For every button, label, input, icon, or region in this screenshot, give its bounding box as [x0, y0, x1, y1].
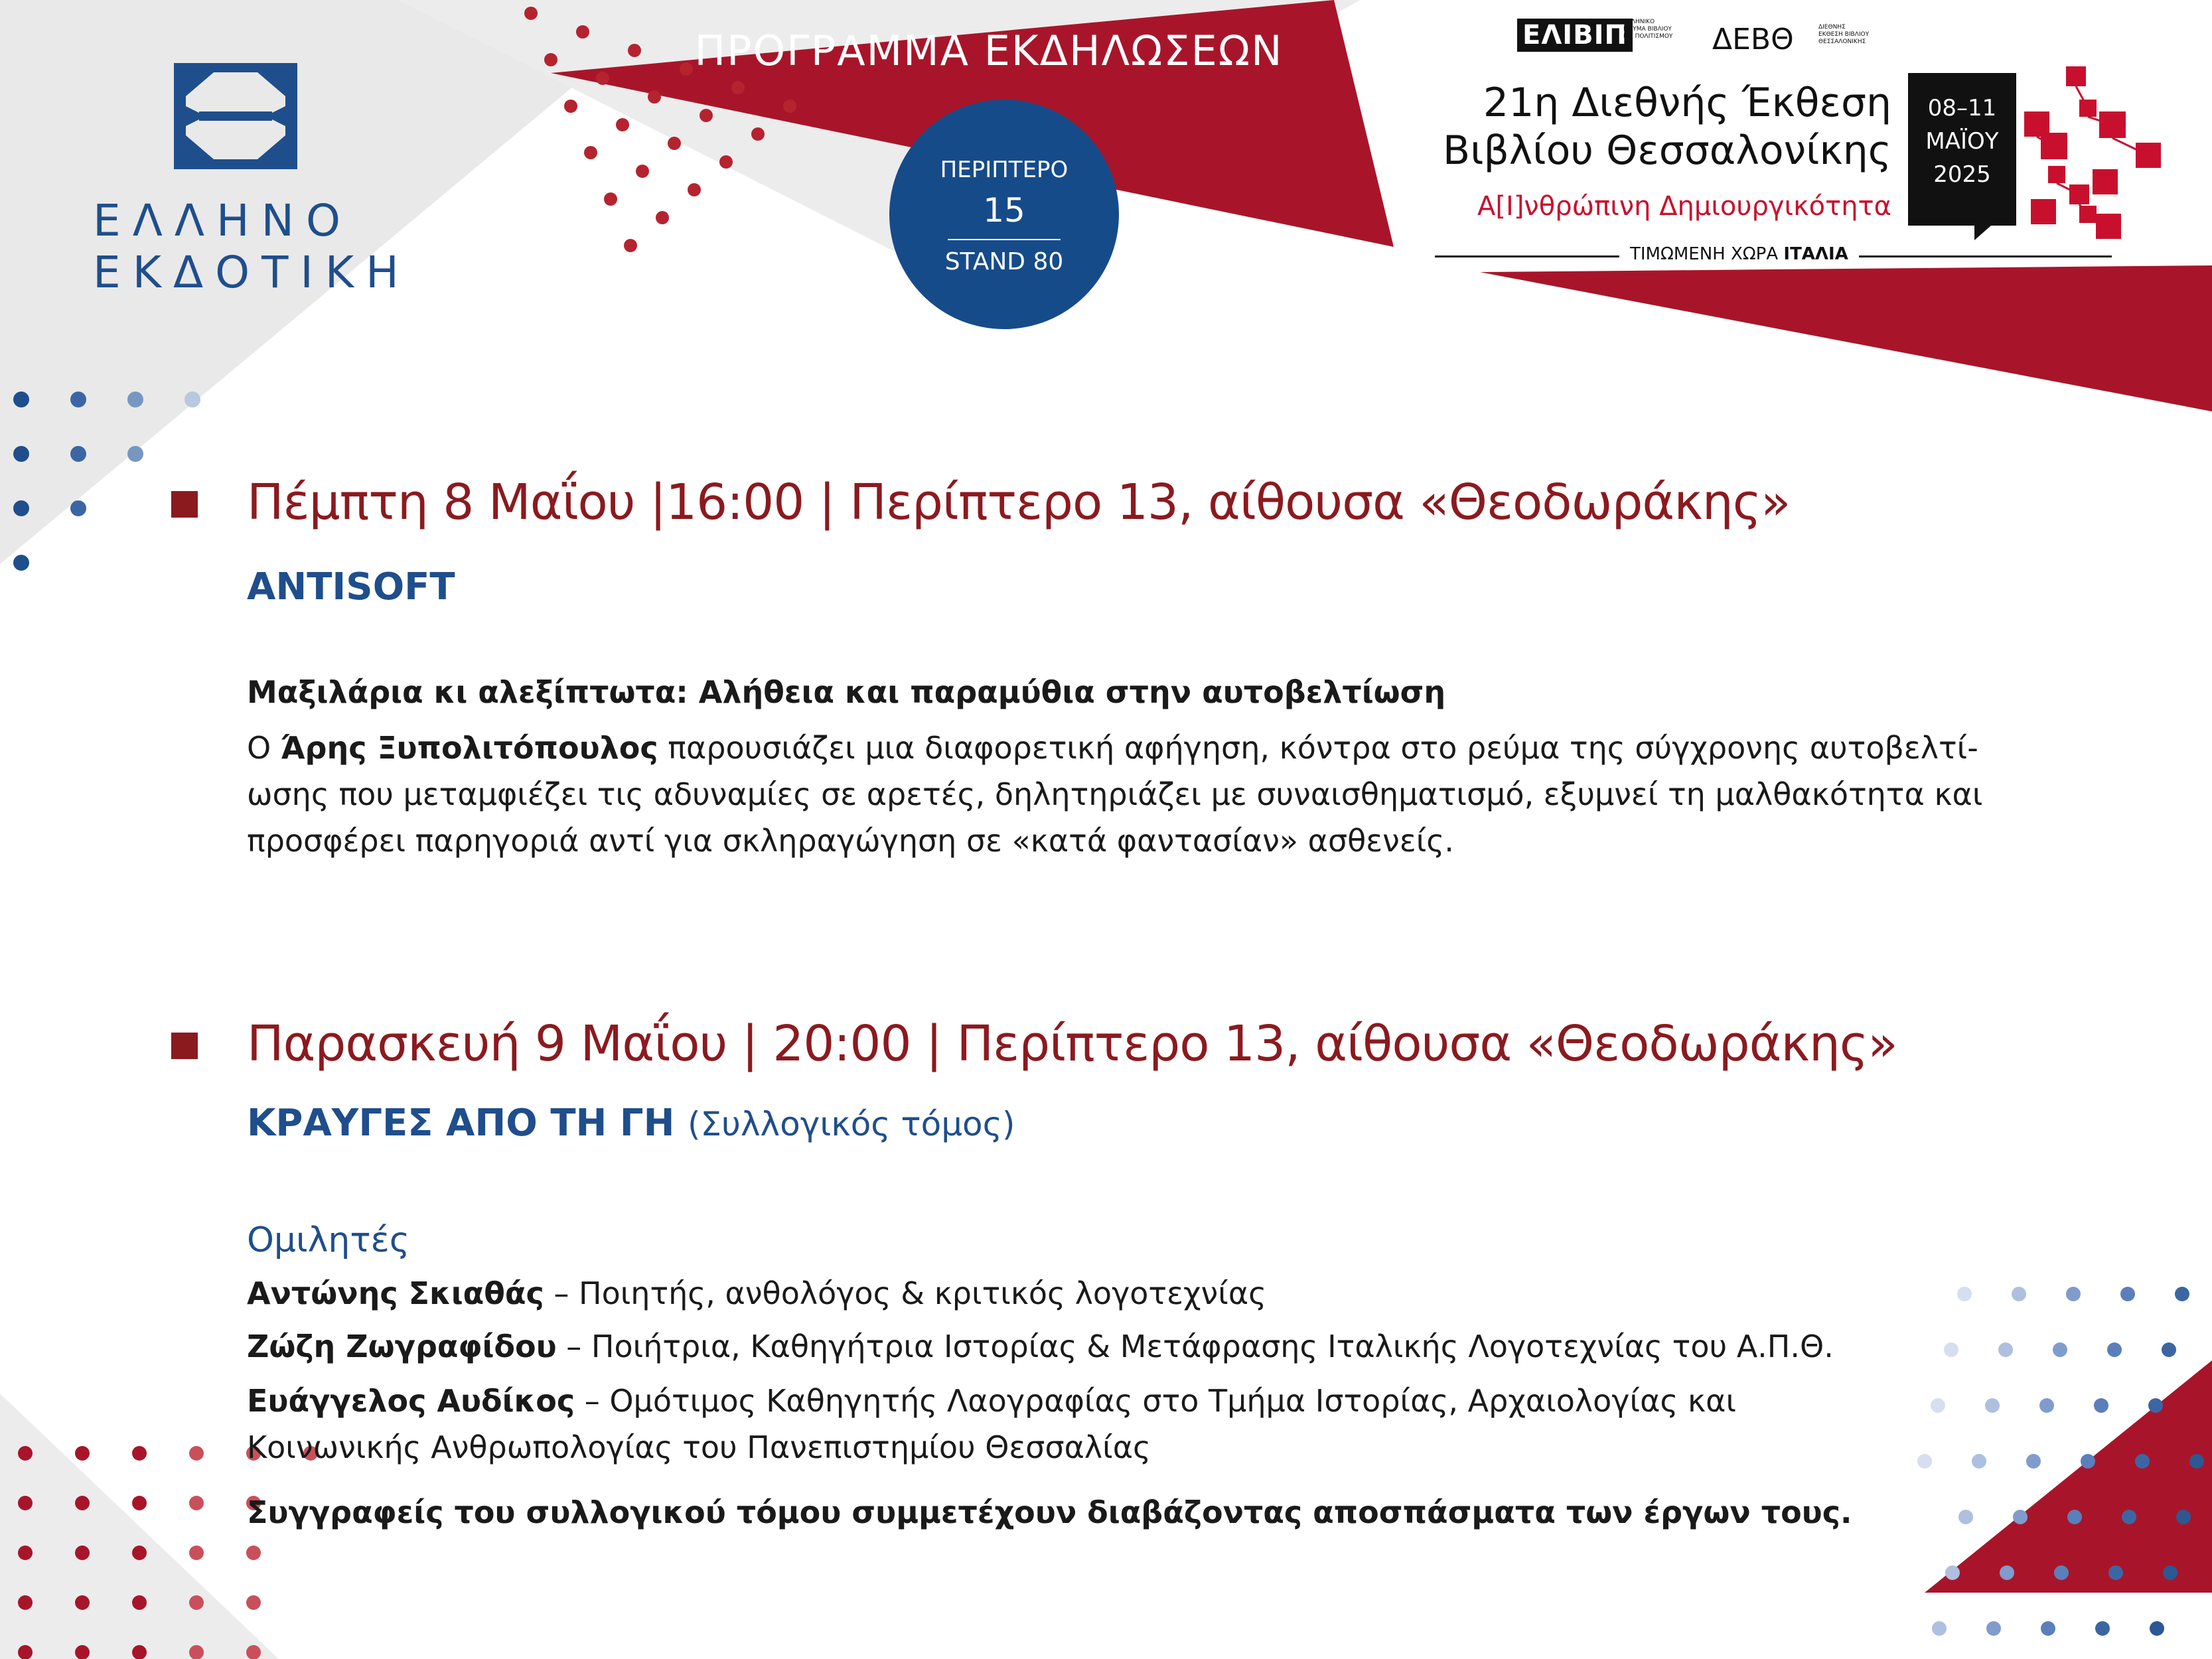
event1-desc-line1: Ο Άρης Ξυπολιτόπουλος παρουσιάζει μια διαφορετική αφήγηση, κόντρα στο ρεύμα της σύγχρονης αυτοβελτί-	[247, 730, 1978, 766]
decor-dot	[132, 1645, 147, 1659]
decor-dot	[132, 1595, 147, 1610]
decor-dot	[1985, 1398, 2000, 1413]
decor-dot	[624, 239, 637, 252]
decor-dot	[189, 1546, 204, 1560]
decor-dot	[719, 155, 733, 169]
decor-dot	[2054, 1565, 2069, 1580]
event2-speakers-label: Ομιλητές	[247, 1220, 410, 1260]
red-triangle-right	[1480, 265, 2212, 411]
decor-dot	[576, 25, 589, 38]
decor-dot	[2094, 1398, 2108, 1413]
decor-dot	[2026, 1454, 2041, 1469]
pavilion-badge	[889, 100, 1119, 329]
decor-dot	[700, 109, 713, 122]
speaker-2: Ζώζη Ζωγραφίδου – Ποιήτρια, Καθηγήτρια Ιστορίας & Μετάφρασης Ιταλικής Λογοτεχνίας του Α.Π.Θ.	[247, 1329, 1834, 1364]
decor-dot	[2148, 1398, 2163, 1413]
speaker-3: Ευάγγελος Αυδίκος – Ομότιμος Καθηγητής Λαογραφίας στο Τμήμα Ιστορίας, Αρχαιολογίας και	[247, 1383, 1737, 1419]
org2-subtitle: ΔΙΕΘΝΗΣ ΕΚΘΕΣΗ ΒΙΒΛΙΟΥ ΘΕΣΣΑΛΟΝΙΚΗΣ	[1818, 24, 1870, 45]
decor-dot	[18, 1595, 33, 1610]
decor-dot	[2108, 1565, 2123, 1580]
decor-dot	[13, 446, 29, 462]
fair-dates: 08–11 ΜΑΪΟΥ 2025	[1925, 95, 1999, 188]
fair-title-line2: Βιβλίου Θεσσαλονίκης	[1443, 127, 1891, 174]
decor-dot	[189, 1446, 204, 1461]
decor-dot	[2095, 1621, 2110, 1636]
decor-dot	[2120, 1287, 2135, 1301]
decor-dot	[1958, 1510, 1973, 1524]
decor-dot	[2000, 1565, 2014, 1580]
decor-dot	[184, 392, 200, 407]
event2-heading: Παρασκευή 9 Μαΐου | 20:00 | Περίπτερο 13, αίθουσα «Θεοδωράκης»	[247, 1015, 1897, 1072]
decor-dot	[1944, 1342, 1958, 1357]
decor-dot	[18, 1496, 33, 1510]
event1-heading: Πέμπτη 8 Μαΐου |16:00 | Περίπτερο 13, αίθουσα «Θεοδωράκης»	[247, 474, 1791, 531]
decor-dot	[70, 446, 86, 462]
decor-dot	[246, 1645, 261, 1659]
decor-dot	[2053, 1342, 2067, 1357]
decor-dot	[18, 1446, 33, 1461]
decor-dot	[1957, 1287, 1972, 1301]
decor-dot	[2041, 1621, 2055, 1636]
honored-country: ΤΙΜΩΜΕΝΗ ΧΩΡΑ ΙΤΑΛΙΑ	[1619, 244, 1859, 264]
decor-dot	[18, 1645, 33, 1659]
decor-dot	[127, 392, 143, 407]
decor-dot	[1986, 1621, 2001, 1636]
decor-dot	[2039, 1398, 2054, 1413]
decor-dot	[604, 192, 617, 206]
decor-dot	[656, 211, 669, 224]
org2-logo: ΔΕΒΘ	[1712, 23, 1794, 56]
decor-dot	[246, 1546, 261, 1560]
decor-dot	[13, 500, 29, 516]
decor-dot	[75, 1496, 90, 1510]
decor-dot	[1931, 1398, 1945, 1413]
decor-dot	[75, 1546, 90, 1560]
decor-dot	[189, 1645, 204, 1659]
decor-dot	[544, 53, 557, 66]
pavilion-number: 15	[983, 191, 1025, 230]
event1-book-title: Μαξιλάρια κι αλεξίπτωτα: Αλήθεια και παραμύθια στην αυτοβελτίωση	[247, 674, 1446, 710]
program-title: ΠΡΟΓΡΑΜΜΑ ΕΚΔΗΛΩΣΕΩΝ	[694, 27, 1284, 75]
org1-logo: ΕΛΙΒΙΠ	[1517, 19, 1633, 52]
decor-dot	[2135, 1454, 2150, 1469]
decor-dot	[132, 1496, 147, 1510]
decor-dot	[688, 183, 701, 196]
pavilion-label: ΠΕΡΙΠΤΕΡΟ	[940, 157, 1069, 183]
fair-title-line1: 21η Διεθνής Έκθεση	[1483, 80, 1891, 126]
decor-dot	[2163, 1565, 2177, 1580]
decor-dot	[18, 1546, 33, 1560]
decor-dot	[2162, 1342, 2176, 1357]
decor-dot	[132, 1546, 147, 1560]
decor-dot	[75, 1446, 90, 1461]
decor-dot	[13, 392, 29, 407]
decor-dot	[1998, 1342, 2013, 1357]
event1-desc-line2: ωσης που μεταμφιέζει τις αδυναμίες σε αρετές, δηλητηριάζει με συναισθηματισμό, εξυμνεί τη μαλθακότητα και	[247, 776, 1983, 812]
publisher-name-line2: ΕΚΔΟΤΙΚΗ	[93, 247, 411, 298]
decor-dot	[524, 7, 538, 20]
publisher-name-line1: ΕΛΛΗΝΟ	[93, 195, 352, 246]
decor-dot	[2150, 1621, 2164, 1636]
decor-dot	[1972, 1454, 1986, 1469]
decor-dot	[2012, 1287, 2026, 1301]
decor-dot	[564, 100, 577, 113]
event2-bullet	[171, 1033, 198, 1059]
event2-closing-note: Συγγραφείς του συλλογικού τόμου συμμετέχουν διαβάζοντας αποσπάσματα των έργων τους.	[247, 1494, 1852, 1530]
decor-dot	[75, 1595, 90, 1610]
decor-dot	[636, 165, 649, 178]
decor-dot	[127, 446, 143, 462]
speaker-1: Αντώνης Σκιαθάς – Ποιητής, ανθολόγος & κριτικός λογοτεχνίας	[247, 1275, 1267, 1311]
event1-bullet	[171, 491, 198, 518]
event1-publisher: ANTISOFT	[247, 565, 455, 609]
decor-dot	[70, 392, 86, 407]
decor-dot	[2175, 1287, 2189, 1301]
decor-dot	[628, 44, 641, 57]
fair-theme: Α[Ι]νθρώπινη Δημιουργικότητα	[1477, 191, 1891, 222]
decor-dot	[596, 72, 609, 85]
decor-dot	[1917, 1454, 1932, 1469]
decor-dot	[2067, 1510, 2082, 1524]
pavilion-divider	[948, 239, 1061, 240]
decor-dot	[2107, 1342, 2122, 1357]
decor-dot	[13, 555, 29, 571]
fair-logo-block	[1420, 13, 2084, 265]
decor-dot	[731, 81, 745, 94]
decor-dot	[189, 1496, 204, 1510]
decor-dot	[668, 137, 681, 150]
decor-dot	[70, 500, 86, 516]
decor-dot	[1932, 1621, 1947, 1636]
decor-dot	[616, 118, 629, 131]
org1-subtitle: ΕΛΛΗΝΙΚΟ ΙΔΡΥΜΑ ΒΙΒΛΙΟΥ ΚΑΙ ΠΟΛΙΤΙΣΜΟΥ	[1623, 19, 1673, 40]
event1-author: Άρης Ξυπολιτόπουλος	[280, 730, 658, 766]
decor-dot	[2189, 1454, 2204, 1469]
decor-dot	[584, 146, 597, 159]
publisher-logo-icon	[173, 60, 299, 173]
speaker-3-continuation: Κοινωνικής Ανθρωπολογίας του Πανεπιστημίου Θεσσαλίας	[247, 1429, 1151, 1465]
decor-dot	[189, 1595, 204, 1610]
pavilion-stand: STAND 80	[944, 248, 1064, 275]
decor-dot	[648, 90, 661, 104]
event1-desc-line3: προσφέρει παρηγοριά αντί για σκληραγώγηση σε «κατά φαντασίαν» ασθενείς.	[247, 823, 1454, 859]
decor-dot	[1945, 1565, 1960, 1580]
event2-book-title: ΚΡΑΥΓΕΣ ΑΠΟ ΤΗ ΓΗ (Συλλογικός τόμος)	[247, 1102, 1015, 1145]
decor-dot	[2013, 1510, 2028, 1524]
decor-dot	[75, 1645, 90, 1659]
decor-dot	[783, 100, 796, 113]
decor-dot	[751, 127, 765, 141]
decor-dot	[2122, 1510, 2136, 1524]
decor-dot	[2176, 1510, 2191, 1524]
decor-dot	[2066, 1287, 2081, 1301]
decor-dot	[2081, 1454, 2095, 1469]
red-triangle-bottom-right	[1925, 1360, 2212, 1593]
decor-dot	[132, 1446, 147, 1461]
grey-triangle-bottom-left	[0, 1394, 279, 1659]
decor-dot	[246, 1595, 261, 1610]
